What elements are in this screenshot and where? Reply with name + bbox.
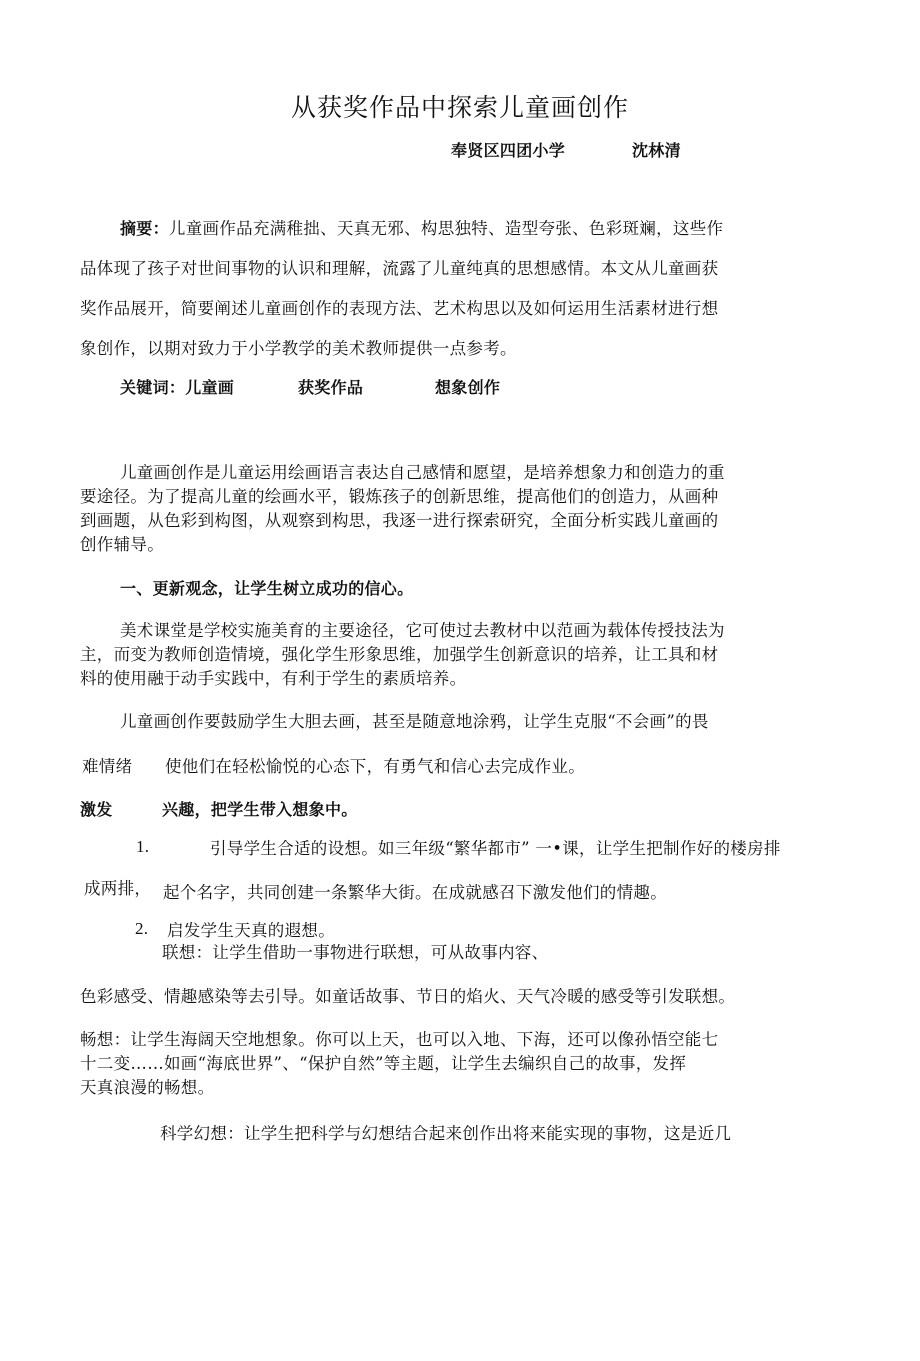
intro-line: 创作辅导。: [80, 535, 164, 554]
section-heading: 一、更新观念，让学生树立成功的信心。: [120, 579, 414, 598]
list-item-text: 成两排，: [84, 879, 152, 898]
keywords-label: 关键词：儿童画: [120, 378, 235, 397]
para-line: 科学幻想：让学生把科学与幻想结合起来创作出将来能实现的事物，这是近几: [160, 1124, 732, 1143]
keyword: 儿童画: [185, 378, 235, 397]
abstract-line: 奖作品展开，简要阐述儿童画创作的表现方法、艺术构思以及如何运用生活素材进行想: [80, 299, 719, 318]
abstract-line: [120, 218, 723, 240]
author-name: 沈林清: [632, 141, 681, 160]
author-school: 奉贤区四团小学: [451, 141, 566, 160]
abstract-label: 摘要：: [120, 219, 169, 238]
para-line: 色彩感受、情趣感染等去引导。如童话故事、节日的焰火、天气冷暖的感受等引发联想。: [80, 987, 736, 1006]
para-line: 畅想：让学生海阔天空地想象。你可以上天，也可以入地、下海，还可以像孙悟空能七: [80, 1030, 719, 1049]
para-line: 难情绪: [82, 757, 133, 776]
keyword: 想象创作: [435, 378, 501, 397]
para-line: 料的使用融于动手实践中，有利于学生的素质培养。: [80, 669, 467, 688]
list-item-text: 引导学生合适的设想。如三年级“繁华都市” 一•课，让学生把制作好的楼房排: [210, 839, 781, 858]
abstract-line: 品体现了孩子对世间事物的认识和理解，流露了儿童纯真的思想感情。本文从儿童画获: [80, 259, 719, 278]
abstract-line: 象创作，以期对致力于小学教学的美术教师提供一点参考。: [80, 339, 517, 358]
para-line: 美术课堂是学校实施美育的主要途径，它可使过去教材中以范画为载体传授技法为: [120, 621, 725, 640]
abstract-text: 儿童画作品充满稚拙、天真无邪、构思独特、造型夸张、色彩斑斓，这些作: [168, 219, 724, 238]
page-title: 从获奖作品中探索儿童画创作: [290, 93, 629, 122]
intro-line: 到画题，从色彩到构图，从观察到构思，我逐一进行探索研究，全面分析实践儿童画的: [80, 511, 719, 530]
section-heading: 激发: [80, 800, 113, 819]
list-item-text: 启发学生天真的遐想。: [167, 921, 335, 940]
para-line: 主，而变为教师创造情境，强化学生形象思维，加强学生创新意识的培养，让工具和材: [80, 645, 719, 664]
list-number: 2.: [135, 919, 149, 938]
intro-line: 儿童画创作是儿童运用绘画语言表达自己感情和愿望，是培养想象力和创造力的重: [120, 463, 725, 482]
intro-line: 要途径。为了提高儿童的绘画水平，锻炼孩子的创新思维，提高他们的创造力，从画种: [80, 487, 719, 506]
list-item-text: 起个名字，共同创建一条繁华大街。在成就感召下激发他们的情趣。: [163, 883, 667, 902]
list-number: 1.: [136, 837, 150, 856]
para-line: 儿童画创作要鼓励学生大胆去画，甚至是随意地涂鸦，让学生克服“不会画”的畏: [120, 712, 709, 731]
para-line: 十二变……如画“海底世界”、“保护自然”等主题，让学生去编织自己的故事，发挥: [80, 1054, 687, 1073]
para-line: 天真浪漫的畅想。: [80, 1078, 215, 1097]
section-heading: 兴趣，把学生带入想象中。: [162, 800, 358, 819]
para-line: 联想：让学生借助一事物进行联想，可从故事内容、: [162, 943, 549, 962]
para-line: 使他们在轻松愉悦的心态下，有勇气和信心去完成作业。: [165, 757, 585, 776]
keyword: 获奖作品: [298, 378, 364, 397]
